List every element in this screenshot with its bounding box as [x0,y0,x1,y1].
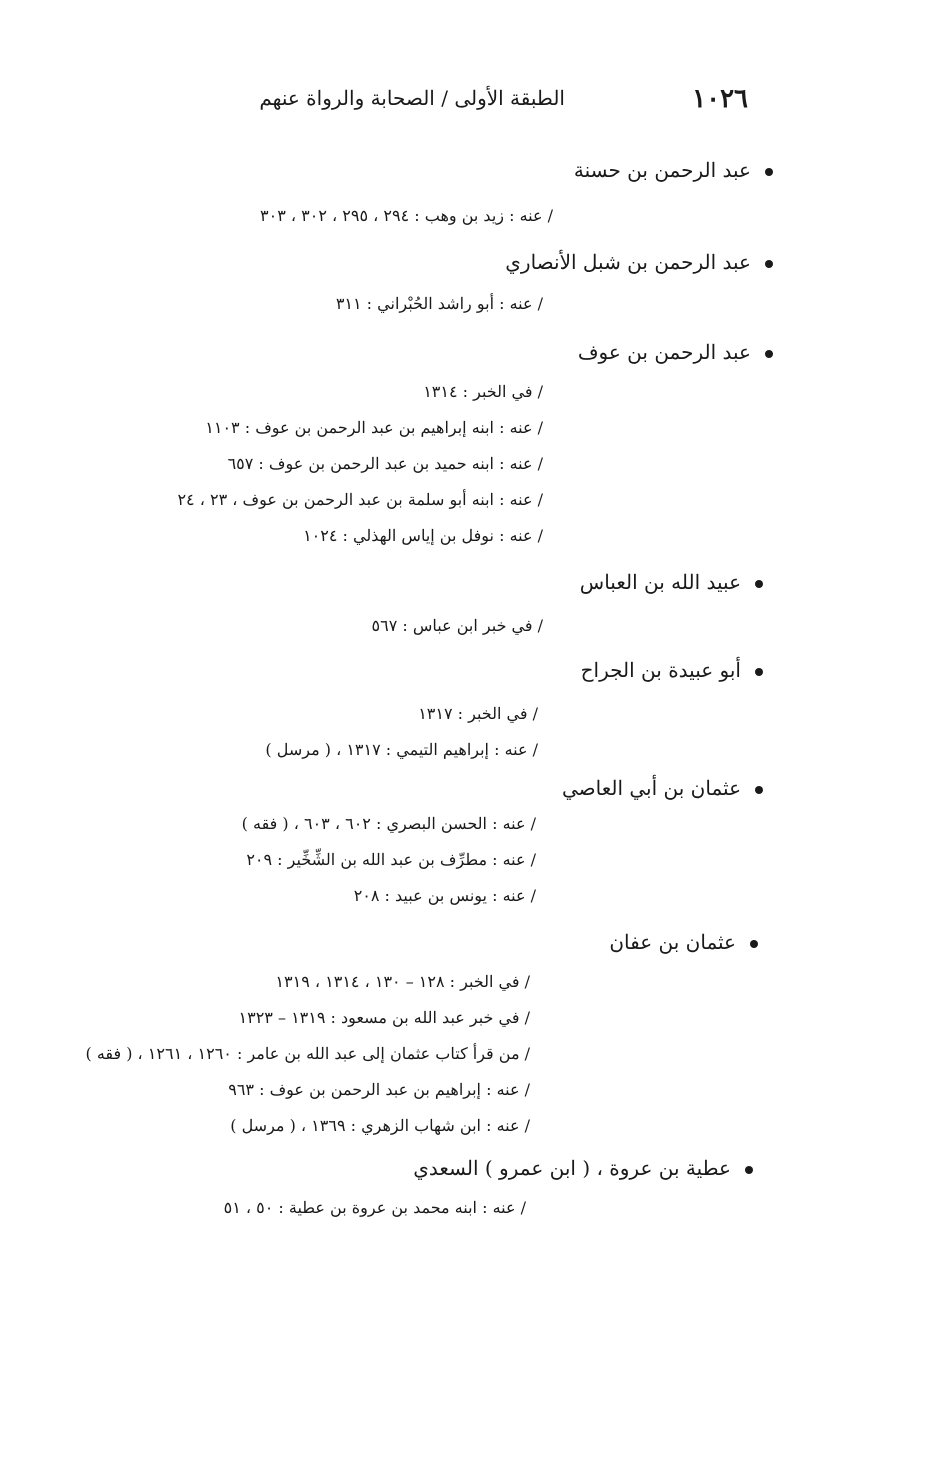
entry-name: عثمان بن أبي العاصي [561,776,741,800]
entry-ref: / عنه : ابن شهاب الزهري : ١٣٦٩ ، ( مرسل ) [230,1116,530,1135]
entry-name: أبو عبيدة بن الجراح [580,658,741,682]
bullet-icon [755,580,763,588]
bullet-icon [765,350,773,358]
entry-name: عبد الرحمن بن شبل الأنصاري [505,250,751,274]
entry-ref: / من قرأ كتاب عثمان إلى عبد الله بن عامر : ١٢٦٠ ، ١٢٦١ ، ( فقه ) [85,1044,530,1063]
entry-ref: / عنه : ابنه محمد بن عروة بن عطية : ٥٠ ، ٥١ [223,1198,526,1217]
entry-ref: / عنه : مطرِّف بن عبد الله بن الشِّخِّير : ٢٠٩ [246,850,536,869]
entry-ref: / عنه : يونس بن عبيد : ٢٠٨ [353,886,536,905]
entry-ref: / عنه : إبراهيم التيمي : ١٣١٧ ، ( مرسل ) [265,740,538,759]
bullet-icon [765,260,773,268]
entry-ref: / عنه : ابنه إبراهيم بن عبد الرحمن بن عوف : ١١٠٣ [205,418,543,437]
entry-title [562,776,763,800]
entry-title [505,250,773,274]
entry-ref: / عنه : الحسن البصري : ٦٠٢ ، ٦٠٣ ، ( فقه ) [241,814,536,833]
entry-title [413,1156,753,1180]
entry-ref: / في الخبر : ١٢٨ – ١٣٠ ، ١٣١٤ ، ١٣١٩ [275,972,530,991]
entry-name: عبد الرحمن بن حسنة [573,158,751,182]
entry-title [581,658,763,682]
entry-ref: / في الخبر : ١٣١٤ [423,382,543,401]
entry-ref: / في خبر عبد الله بن مسعود : ١٣١٩ – ١٣٢٣ [238,1008,530,1027]
entry-title [574,158,773,182]
entry-name: عبيد الله بن العباس [579,570,741,594]
entry-ref: / عنه : ابنه حميد بن عبد الرحمن بن عوف : ٦٥٧ [227,454,543,473]
bullet-icon [750,940,758,948]
entry-title [580,570,763,594]
entry-ref: / عنه : إبراهيم بن عبد الرحمن بن عوف : ٩٦٣ [228,1080,530,1099]
entry-ref: / عنه : نوفل بن إياس الهذلي : ١٠٢٤ [303,526,543,545]
page-number: ١٠٢٦ [692,84,748,114]
entry-ref: / عنه : ابنه أبو سلمة بن عبد الرحمن بن عوف ، ٢٣ ، ٢٤ [177,490,543,509]
entry-ref: / عنه : زيد بن وهب : ٢٩٤ ، ٢٩٥ ، ٣٠٢ ، ٣٠٣ [260,206,553,225]
bullet-icon [765,168,773,176]
bullet-icon [745,1166,753,1174]
entry-ref: / في الخبر : ١٣١٧ [418,704,538,723]
entry-name: عبد الرحمن بن عوف [577,340,751,364]
bullet-icon [755,786,763,794]
entry-name: عثمان بن عفان [609,930,736,954]
bullet-icon [755,668,763,676]
entry-title [609,930,758,954]
entry-ref: / عنه : أبو راشد الحُبْراني : ٣١١ [335,294,543,313]
entry-ref: / في خبر ابن عباس : ٥٦٧ [371,616,543,635]
entry-title [578,340,773,364]
running-head: الطبقة الأولى / الصحابة والرواة عنهم [259,86,565,110]
entry-name: عطية بن عروة ، ( ابن عمرو ) السعدي [413,1156,731,1180]
